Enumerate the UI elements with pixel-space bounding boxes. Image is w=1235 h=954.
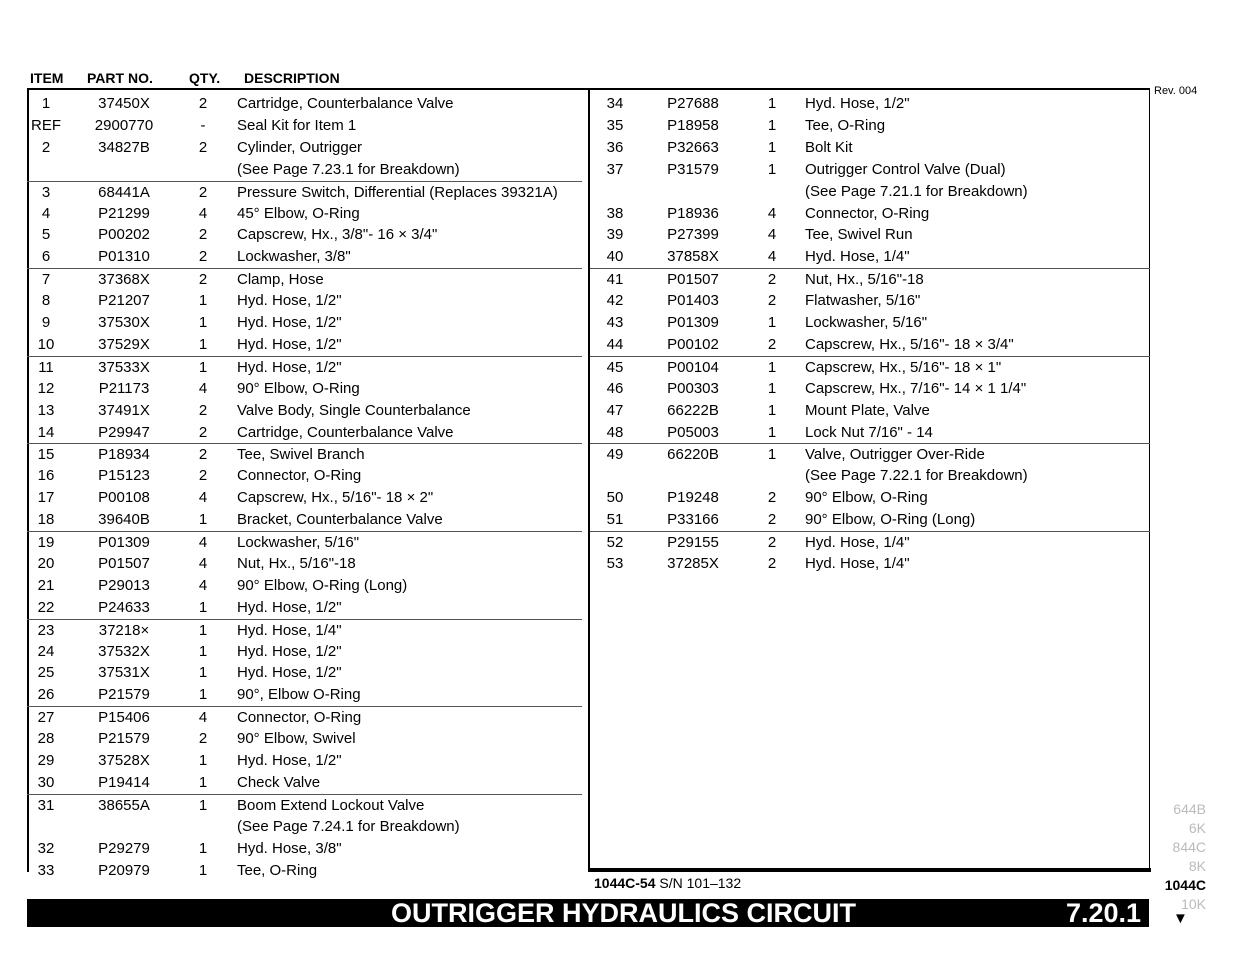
quantity: 1 (198, 664, 208, 682)
quantity: 1 (198, 358, 208, 376)
table-row (27, 93, 582, 115)
quantity: 2 (198, 467, 208, 485)
description: Lockwasher, 5/16" (237, 534, 360, 551)
item-number: 9 (41, 314, 51, 331)
item-number: 39 (606, 226, 624, 244)
description: Lock Nut 7/16" - 14 (805, 423, 933, 441)
description: Tee, O-Ring (805, 116, 886, 134)
description: (See Page 7.22.1 for Breakdown) (805, 467, 1028, 485)
part-number: 68441A (98, 183, 150, 201)
table-row (27, 597, 582, 619)
item-number: 3 (41, 183, 51, 201)
description: Clamp, Hose (237, 271, 324, 289)
quantity: 4 (767, 226, 777, 244)
table-row (27, 422, 582, 444)
item-number: 5 (41, 226, 51, 244)
model-code: 1044C-54 (594, 875, 656, 891)
table-row (590, 290, 1150, 312)
quantity: 1 (198, 773, 208, 791)
description: Capscrew, Hx., 5/16"- 18 × 2" (237, 489, 434, 507)
table-row (27, 706, 582, 729)
description: 90° Elbow, Swivel (237, 730, 356, 748)
quantity: 4 (767, 248, 777, 266)
item-number: 42 (606, 292, 624, 310)
item-number: 25 (37, 664, 55, 682)
quantity: 2 (767, 271, 777, 289)
table-row (27, 794, 582, 817)
description: Capscrew, Hx., 5/16"- 18 × 1" (805, 358, 1002, 376)
description: 90° Elbow, O-Ring (237, 379, 360, 397)
part-number: P01309 (667, 314, 719, 331)
next-page-arrow-icon[interactable]: ▼ (1173, 910, 1188, 927)
item-number: 11 (38, 358, 54, 376)
table-row (590, 400, 1150, 422)
part-number: P01403 (667, 292, 719, 310)
description: Lockwasher, 5/16" (805, 314, 928, 331)
part-number: P18936 (667, 204, 719, 222)
quantity: 1 (198, 686, 208, 704)
part-number: P19248 (667, 489, 719, 507)
table-row (27, 378, 582, 400)
quantity: 2 (198, 95, 208, 112)
part-number: 37218× (98, 621, 150, 639)
item-number: 16 (37, 467, 55, 485)
description: Connector, O-Ring (237, 467, 362, 485)
description: Hyd. Hose, 1/2" (237, 335, 342, 353)
part-number: P29155 (667, 534, 719, 551)
item-number: 52 (606, 534, 624, 551)
model-bar (590, 868, 1151, 872)
part-number: 37529X (98, 335, 150, 353)
description: Hyd. Hose, 1/4" (237, 621, 342, 639)
quantity: 2 (198, 730, 208, 748)
revision-label: Rev. 004 (1154, 85, 1198, 97)
quantity: 2 (767, 335, 777, 353)
header-qty: QTY. (189, 70, 221, 86)
description: 90°, Elbow O-Ring (237, 686, 361, 704)
part-number: P21207 (98, 292, 150, 310)
table-row (27, 334, 582, 356)
item-number: 12 (37, 379, 55, 397)
quantity: 2 (198, 446, 208, 464)
part-number: P21579 (98, 686, 150, 704)
description: Cartridge, Counterbalance Valve (237, 95, 454, 112)
description: Hyd. Hose, 1/2" (237, 314, 342, 331)
table-row (27, 860, 582, 882)
table-row (27, 443, 582, 466)
model-tab[interactable]: 644B (1173, 801, 1206, 817)
description: (See Page 7.21.1 for Breakdown) (805, 182, 1028, 200)
description: Hyd. Hose, 1/2" (237, 358, 342, 376)
item-number: 10 (37, 335, 55, 353)
quantity: 1 (767, 379, 777, 397)
table-row (27, 487, 582, 509)
table-row (590, 422, 1150, 444)
table-row (27, 750, 582, 772)
description: Hyd. Hose, 1/2" (237, 598, 342, 616)
item-number: 38 (606, 204, 624, 222)
part-number: 37858X (667, 248, 719, 266)
table-row (590, 465, 1150, 487)
quantity: 1 (198, 752, 208, 769)
table-row (27, 465, 582, 487)
quantity: 2 (767, 511, 777, 529)
table-row (27, 575, 582, 597)
table-row (590, 312, 1150, 334)
item-number: 21 (37, 576, 55, 594)
item-number: 50 (606, 489, 624, 507)
part-number: P00303 (667, 379, 719, 397)
part-number: P00202 (98, 226, 150, 244)
description: Bracket, Counterbalance Valve (237, 511, 443, 529)
table-row (590, 378, 1150, 400)
quantity: 1 (767, 358, 777, 376)
quantity: 1 (198, 839, 208, 857)
table-row (27, 772, 582, 794)
quantity: 1 (767, 138, 777, 156)
description: Seal Kit for Item 1 (237, 116, 357, 134)
item-number: 40 (606, 248, 624, 266)
description: Hyd. Hose, 1/4" (805, 534, 910, 551)
table-row (27, 312, 582, 334)
part-number: P32663 (667, 138, 719, 156)
description: 90° Elbow, O-Ring (Long) (805, 511, 976, 529)
table-row (590, 334, 1150, 356)
part-number: P21173 (98, 379, 150, 397)
table-row (27, 662, 582, 684)
model-tab[interactable]: 8K (1188, 858, 1206, 874)
item-number: 20 (37, 554, 55, 572)
description: Tee, Swivel Branch (237, 446, 365, 464)
item-number: 45 (606, 358, 624, 376)
model-serial-info (594, 874, 741, 892)
quantity: 1 (198, 598, 208, 616)
description: Boom Extend Lockout Valve (237, 796, 425, 814)
part-number: P29947 (98, 423, 150, 441)
part-number: P01310 (98, 248, 150, 266)
quantity: 1 (767, 160, 777, 178)
quantity: 2 (198, 183, 208, 201)
part-number: P15123 (98, 467, 150, 485)
quantity: 1 (198, 292, 208, 310)
item-number: 37 (606, 160, 624, 178)
quantity: - (200, 116, 206, 134)
part-number: P20979 (98, 861, 150, 879)
quantity: 4 (198, 554, 208, 572)
quantity: 4 (198, 204, 208, 222)
part-number: P27399 (667, 226, 719, 244)
description: Hyd. Hose, 1/2" (237, 642, 342, 660)
table-row (27, 181, 582, 204)
part-number: 66222B (667, 401, 719, 419)
item-number: 4 (41, 204, 51, 222)
table-row (590, 224, 1150, 246)
description: Bolt Kit (805, 138, 853, 156)
quantity: 1 (198, 621, 208, 639)
description: Tee, O-Ring (237, 861, 318, 879)
part-number: P33166 (667, 511, 719, 529)
table-row (27, 641, 582, 663)
quantity: 2 (198, 423, 208, 441)
page-title: OUTRIGGER HYDRAULICS CIRCUIT (391, 898, 856, 928)
description: Capscrew, Hx., 3/8"- 16 × 3/4" (237, 226, 438, 244)
item-number: 29 (37, 752, 55, 769)
quantity: 1 (767, 401, 777, 419)
item-number: 27 (37, 709, 55, 727)
item-number: 48 (606, 423, 624, 441)
table-row (590, 246, 1150, 268)
description: Outrigger Control Valve (Dual) (805, 160, 1006, 178)
quantity: 2 (198, 138, 208, 156)
part-number: P29013 (98, 576, 150, 594)
part-number: 37368X (98, 271, 150, 289)
table-row (27, 509, 582, 531)
part-number: 66220B (667, 446, 719, 464)
item-number: 30 (37, 773, 55, 791)
table-row (27, 356, 582, 379)
part-number: 39640B (98, 511, 150, 529)
table-row (590, 203, 1150, 225)
quantity: 4 (198, 379, 208, 397)
header-description: DESCRIPTION (244, 70, 340, 86)
item-number: 31 (37, 796, 55, 814)
item-number: 46 (606, 379, 624, 397)
part-number: P01309 (98, 534, 150, 551)
quantity: 2 (198, 401, 208, 419)
item-number: 32 (37, 839, 55, 857)
description: Flatwasher, 5/16" (805, 292, 921, 310)
description: Valve, Outrigger Over-Ride (805, 446, 985, 464)
model-tab[interactable]: 844C (1172, 839, 1206, 855)
description: Connector, O-Ring (237, 709, 362, 727)
part-number: P01507 (98, 554, 150, 572)
part-number: P15406 (98, 709, 150, 727)
description: Hyd. Hose, 1/2" (237, 664, 342, 682)
header-item: ITEM (30, 70, 64, 86)
item-number: 14 (37, 423, 55, 441)
table-row (27, 553, 582, 575)
quantity: 4 (198, 489, 208, 507)
part-number: 37450X (98, 95, 150, 112)
item-number: 6 (41, 248, 51, 266)
description: Cylinder, Outrigger (237, 138, 363, 156)
item-number: 1 (41, 95, 51, 112)
part-number: P21299 (98, 204, 150, 222)
quantity: 2 (767, 554, 777, 572)
part-number: P18958 (667, 116, 719, 134)
item-number: 22 (37, 598, 55, 616)
part-number: 37533X (98, 358, 150, 376)
quantity: 1 (198, 511, 208, 529)
item-number: 43 (606, 314, 624, 331)
table-row (27, 203, 582, 225)
item-number: 23 (37, 621, 55, 639)
item-number: 41 (606, 271, 624, 289)
description: Hyd. Hose, 1/2" (237, 752, 342, 769)
quantity: 2 (198, 248, 208, 266)
quantity: 2 (767, 489, 777, 507)
table-row (27, 838, 582, 860)
description: 90° Elbow, O-Ring (805, 489, 928, 507)
serial-range: S/N 101–132 (659, 875, 742, 891)
item-number: 24 (37, 642, 55, 660)
quantity: 4 (767, 204, 777, 222)
model-tabs (1165, 800, 1206, 914)
description: Pressure Switch, Differential (Replaces 39321A) (237, 183, 558, 201)
part-number: P00104 (667, 358, 719, 376)
table-row (590, 115, 1150, 137)
table-row (590, 137, 1150, 159)
model-tab[interactable]: 6K (1188, 820, 1206, 836)
table-row (27, 684, 582, 706)
description: 45° Elbow, O-Ring (237, 204, 360, 222)
table-row (590, 553, 1150, 575)
part-number: P21579 (98, 730, 150, 748)
item-number: 44 (606, 335, 624, 353)
description: Nut, Hx., 5/16"-18 (805, 271, 924, 289)
table-row (27, 159, 582, 181)
description: Mount Plate, Valve (805, 401, 930, 419)
quantity: 1 (767, 446, 777, 464)
quantity: 4 (198, 709, 208, 727)
item-number: 47 (606, 401, 624, 419)
part-number: P19414 (98, 773, 150, 791)
part-number: P27688 (667, 95, 719, 112)
part-number: 38655A (98, 796, 150, 814)
model-tab[interactable]: 1044C (1164, 877, 1206, 893)
table-row (27, 137, 582, 159)
item-number: 8 (41, 292, 51, 310)
part-number: P29279 (98, 839, 150, 857)
item-number: 17 (37, 489, 55, 507)
part-number: P01507 (667, 271, 719, 289)
item-number: 36 (606, 138, 624, 156)
description: Capscrew, Hx., 7/16"- 14 × 1 1/4" (805, 379, 1027, 397)
description: Lockwasher, 3/8" (237, 248, 351, 266)
quantity: 1 (767, 116, 777, 134)
description: Tee, Swivel Run (805, 226, 913, 244)
item-number: 28 (37, 730, 55, 748)
description: Connector, O-Ring (805, 204, 930, 222)
item-number: 51 (606, 511, 624, 529)
part-number: P00102 (667, 335, 719, 353)
quantity: 2 (767, 534, 777, 551)
quantity: 2 (767, 292, 777, 310)
quantity: 1 (198, 314, 208, 331)
table-row (590, 509, 1150, 531)
item-number: 2 (41, 138, 51, 156)
quantity: 1 (767, 423, 777, 441)
part-number: P24633 (98, 598, 150, 616)
item-number: 34 (606, 95, 624, 112)
table-row (27, 400, 582, 422)
table-row (590, 356, 1150, 379)
table-row (27, 115, 582, 137)
part-number: 37532X (98, 642, 150, 660)
item-number: 33 (37, 861, 55, 879)
quantity: 2 (198, 226, 208, 244)
item-number: 19 (37, 534, 55, 551)
part-number: 37491X (98, 401, 150, 419)
description: Cartridge, Counterbalance Valve (237, 423, 454, 441)
table-row (27, 246, 582, 268)
item-number: 13 (37, 401, 55, 419)
part-number: 2900770 (94, 116, 154, 134)
description: 90° Elbow, O-Ring (Long) (237, 576, 408, 594)
description: Hyd. Hose, 1/2" (805, 95, 910, 112)
description: Hyd. Hose, 1/4" (805, 248, 910, 266)
item-number: 35 (606, 116, 624, 134)
table-row (590, 268, 1150, 291)
table-row (27, 619, 582, 642)
table-row (590, 487, 1150, 509)
part-number: 37528X (98, 752, 150, 769)
part-number: P05003 (667, 423, 719, 441)
item-number: 26 (37, 686, 55, 704)
quantity: 1 (198, 642, 208, 660)
description: (See Page 7.23.1 for Breakdown) (237, 160, 460, 178)
table-row (27, 224, 582, 246)
quantity: 2 (198, 271, 208, 289)
part-number: 34827B (98, 138, 150, 156)
item-number: 7 (41, 271, 51, 289)
part-number: 37285X (667, 554, 719, 572)
header-part-no: PART NO. (87, 70, 153, 86)
description: Hyd. Hose, 3/8" (237, 839, 342, 857)
table-row (590, 159, 1150, 181)
part-number: 37531X (98, 664, 150, 682)
model-tab[interactable]: 10K (1181, 896, 1206, 912)
part-number: P00108 (98, 489, 150, 507)
quantity: 1 (198, 796, 208, 814)
item-number: 15 (37, 446, 55, 464)
table-row (27, 728, 582, 750)
quantity: 4 (198, 576, 208, 594)
table-row (27, 816, 582, 838)
item-number: 53 (606, 554, 624, 572)
quantity: 1 (767, 314, 777, 331)
table-row (27, 290, 582, 312)
table-row (590, 93, 1150, 115)
part-number: P18934 (98, 446, 150, 464)
table-row (590, 443, 1150, 466)
description: Nut, Hx., 5/16"-18 (237, 554, 356, 572)
part-number: P31579 (667, 160, 719, 178)
description: Valve Body, Single Counterbalance (237, 401, 471, 419)
page-number: 7.20.1 (1066, 898, 1142, 928)
table-row (590, 531, 1150, 554)
quantity: 1 (767, 95, 777, 112)
item-number: REF (31, 116, 61, 134)
table-row (27, 531, 582, 554)
quantity: 1 (198, 861, 208, 879)
table-row (27, 268, 582, 291)
description: Check Valve (237, 773, 321, 791)
description: Capscrew, Hx., 5/16"- 18 × 3/4" (805, 335, 1014, 353)
item-number: 49 (606, 446, 624, 464)
table-row (590, 181, 1150, 203)
part-number: 37530X (98, 314, 150, 331)
quantity: 4 (198, 534, 208, 551)
description: (See Page 7.24.1 for Breakdown) (237, 817, 460, 835)
description: Hyd. Hose, 1/4" (805, 554, 910, 572)
description: Hyd. Hose, 1/2" (237, 292, 342, 310)
item-number: 18 (37, 511, 55, 529)
quantity: 1 (198, 335, 208, 353)
